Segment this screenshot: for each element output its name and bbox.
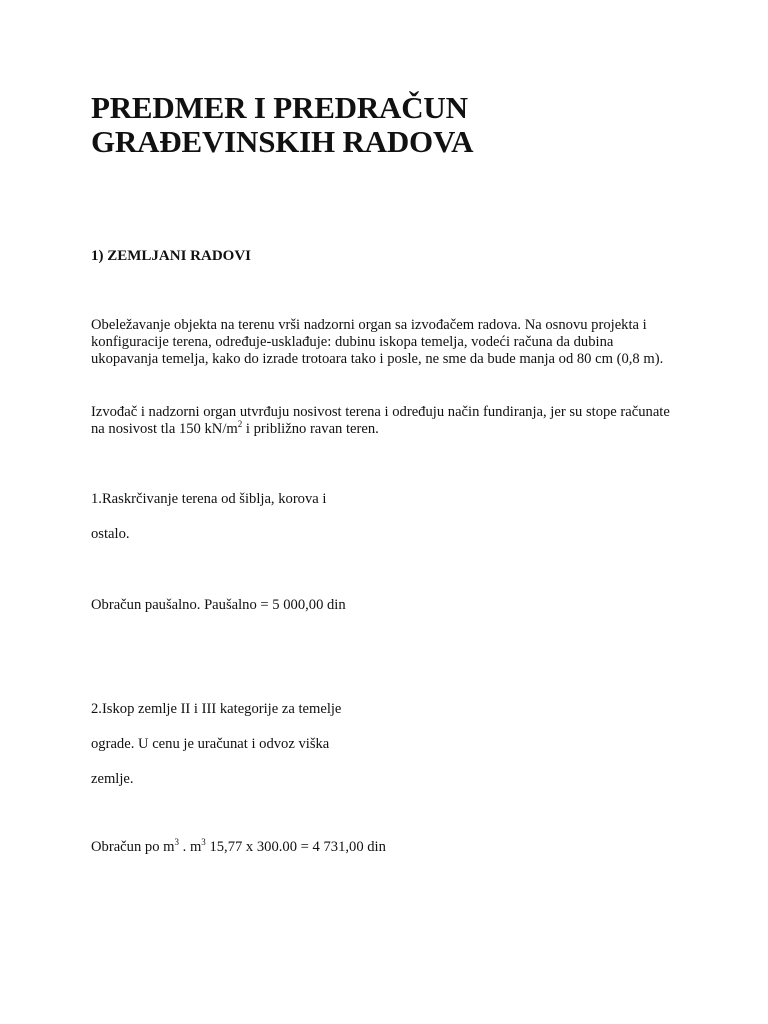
paragraph-nosivost-text-end: i približno ravan teren. [242,421,379,437]
item-1-calculation: Obračun paušalno. Paušalno = 5 000,00 din [91,597,346,613]
superscript-3-a: 3 [174,837,179,848]
item-2-calculation [91,839,386,856]
title-line-1: PREDMER I PREDRAČUN [91,90,468,125]
title-line-2: GRAĐEVINSKIH RADOVA [91,124,474,159]
section-heading-zemljani-radovi: 1) ZEMLJANI RADOVI [91,248,252,264]
document-title [91,91,473,159]
item-1-line-1: 1.Raskrčivanje terena od šiblja, korova i [91,491,327,507]
item-2-line-2: ograde. U cenu je uračunat i odvoz viška [91,736,330,752]
paragraph-obelezavanje: Obeležavanje objekta na terenu vrši nadzorni organ sa izvođačem radova. Na osnovu projekta i konfiguracije terena, određuje-usklađuje: dubinu iskopa temelja, vodeći računa da dubina ukopavanja temelja, kako do izrade trotoara tako i posle, ne sme da bude manja od 80 cm (0,8 m). [91,317,664,367]
item-2-calc-text-c: 15,77 x 300.00 = 4 731,00 din [205,839,386,855]
paragraph-nosivost-text: Izvođač i nadzorni organ utvrđuju nosivost terena i određuju način fundiranja, jer su stope računate na nosivost tla 150 kN/m [91,404,670,437]
item-2-calc-text-a: Obračun po m [91,839,175,855]
item-1-line-2: ostalo. [91,526,130,542]
item-2-calc-text-b: . m [179,839,202,855]
paragraph-nosivost [91,404,681,438]
item-2-line-3: zemlje. [91,771,134,787]
superscript-2: 2 [237,419,243,430]
superscript-3-b: 3 [201,837,206,848]
item-2-line-1: 2.Iskop zemlje II i III kategorije za temelje [91,701,342,717]
